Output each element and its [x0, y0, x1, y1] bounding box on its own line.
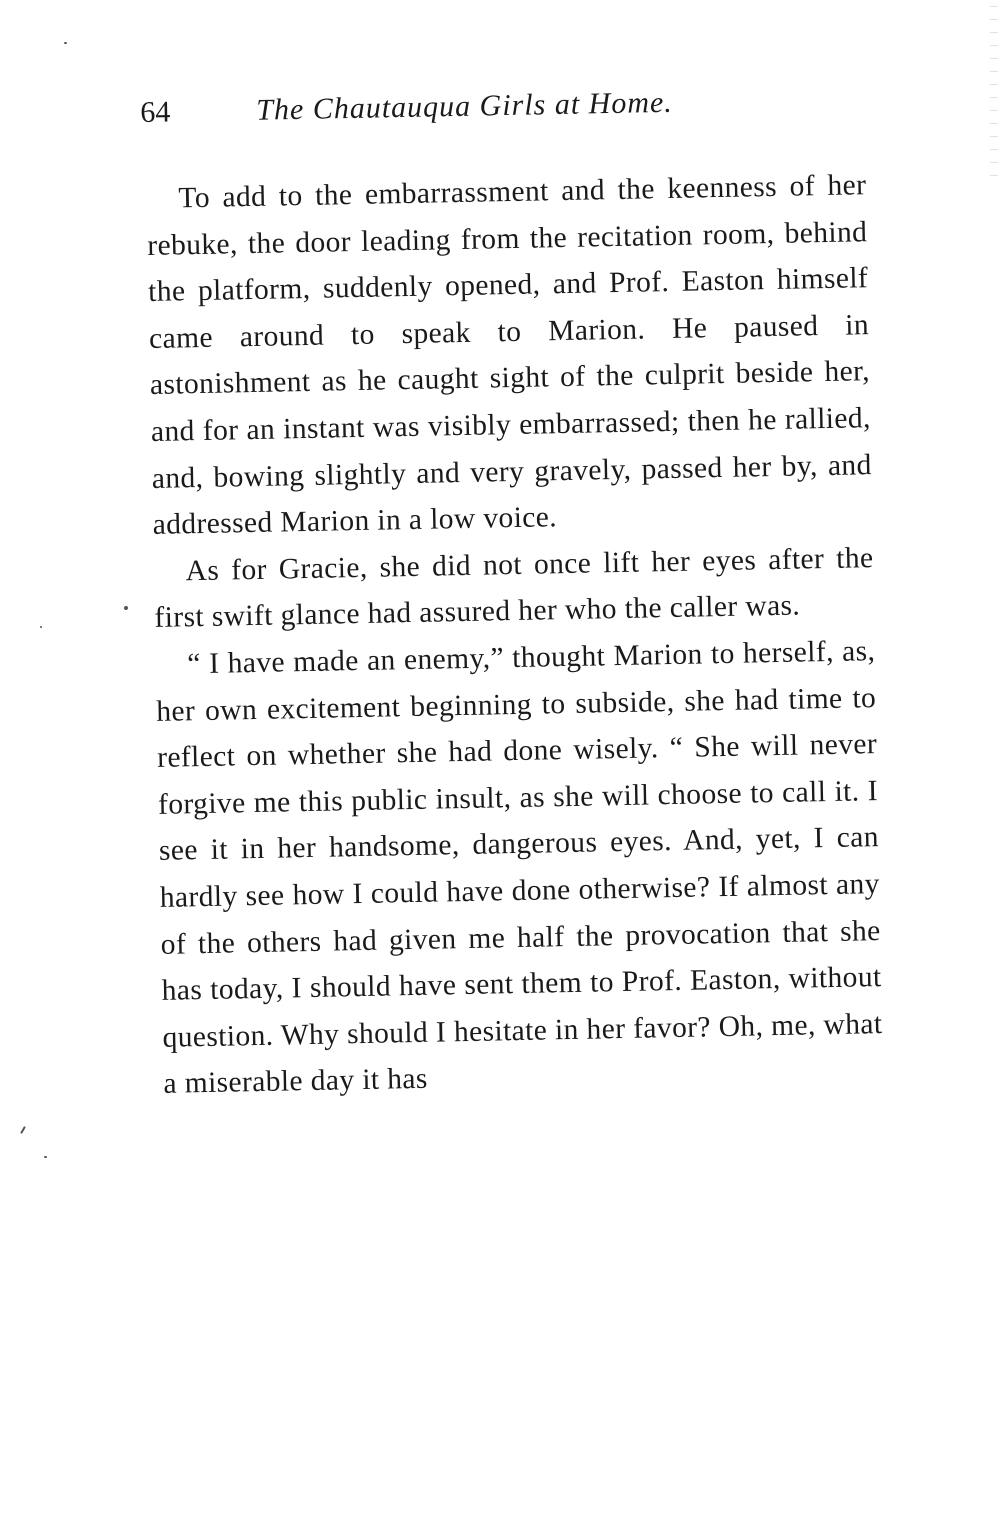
- running-header: [140, 83, 841, 146]
- scan-speck: [40, 626, 42, 628]
- paragraph-2: As for Gracie, she did not once lift her eyes after the first swift glance had assured her who the caller was.: [154, 541, 874, 635]
- paragraph-3: “ I have made an enemy,” thought Marion to herself, as, her own excitement beginning to subside, she had time to reflect on whether she had done wisely. “ She will never forgive me this public insult, as she will choose to call it. I see it in her handsome, dangerous eyes. And, yet, I can hardly see how I could have done otherwise? If almost any of the others had given me half the provocation that she has today, I should have sent them to Prof. Easton, without question. Why should I hesitate in her favor? Oh, me, what a miserable day it has: [155, 635, 883, 1101]
- page-number: 64: [140, 95, 171, 129]
- scan-edge-noise: [990, 0, 998, 180]
- scan-speck: [124, 606, 128, 610]
- scan-speck: [20, 1126, 26, 1134]
- scan-speck: [64, 42, 67, 44]
- running-title: The Chautauqua Girls at Home.: [255, 85, 674, 127]
- scan-speck: [44, 1156, 47, 1158]
- body-text: [146, 162, 884, 1108]
- paragraph-1: To add to the embarrassment and the keenness of her rebuke, the door leading from the recitation room, behind the platform, suddenly opened, and Prof. Easton himself came around to speak to Marion. He paused in astonishment as he caught sight of the culprit beside her, and for an instant was visibly embarrassed; then he rallied, and, bowing slightly and very gravely, passed her by, and addressed Marion in a low voice.: [147, 169, 872, 542]
